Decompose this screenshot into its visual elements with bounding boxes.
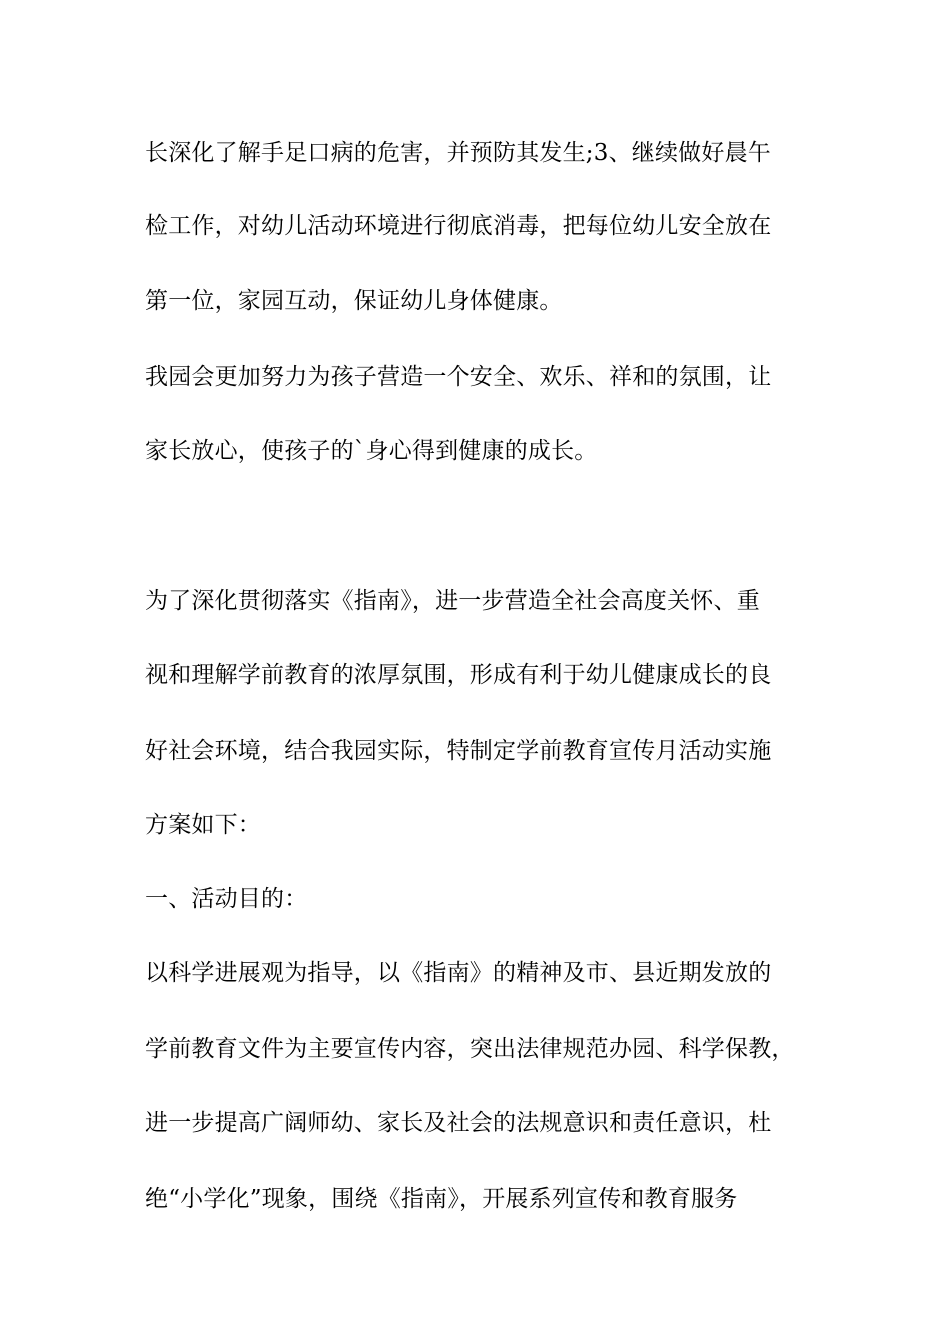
text-line: 长深化了解手足口病的危害，并预防其发生;3、继续做好晨午 xyxy=(145,140,771,166)
section-heading: 一、活动目的： xyxy=(145,886,308,912)
text-line: 视和理解学前教育的浓厚氛围，形成有利于幼儿健康成长的良 xyxy=(145,662,772,688)
text-line: 我园会更加努力为孩子营造一个安全、欢乐、祥和的氛围，让 xyxy=(145,364,772,390)
text-line: 家长放心，使孩子的`身心得到健康的成长。 xyxy=(145,438,598,464)
text-line: 第一位，家园互动，保证幼儿身体健康。 xyxy=(145,288,563,314)
text-line: 检工作，对幼儿活动环境进行彻底消毒，把每位幼儿安全放在 xyxy=(145,213,772,239)
text-line: 绝“小学化”现象，围绕《指南》，开展系列宣传和教育服务 xyxy=(145,1186,738,1212)
text-line: 以科学进展观为指导，以《指南》的精神及市、县近期发放的 xyxy=(145,960,772,986)
text-line: 方案如下： xyxy=(145,812,261,838)
text-line: 好社会环境，结合我园实际，特制定学前教育宣传月活动实施 xyxy=(145,738,772,764)
text-line: 进一步提高广阔师幼、家长及社会的法规意识和责任意识，杜 xyxy=(145,1110,772,1136)
text-line: 为了深化贯彻落实《指南》，进一步营造全社会高度关怀、重 xyxy=(145,588,760,614)
text-line: 学前教育文件为主要宣传内容，突出法律规范办园、科学保教， xyxy=(145,1036,795,1062)
